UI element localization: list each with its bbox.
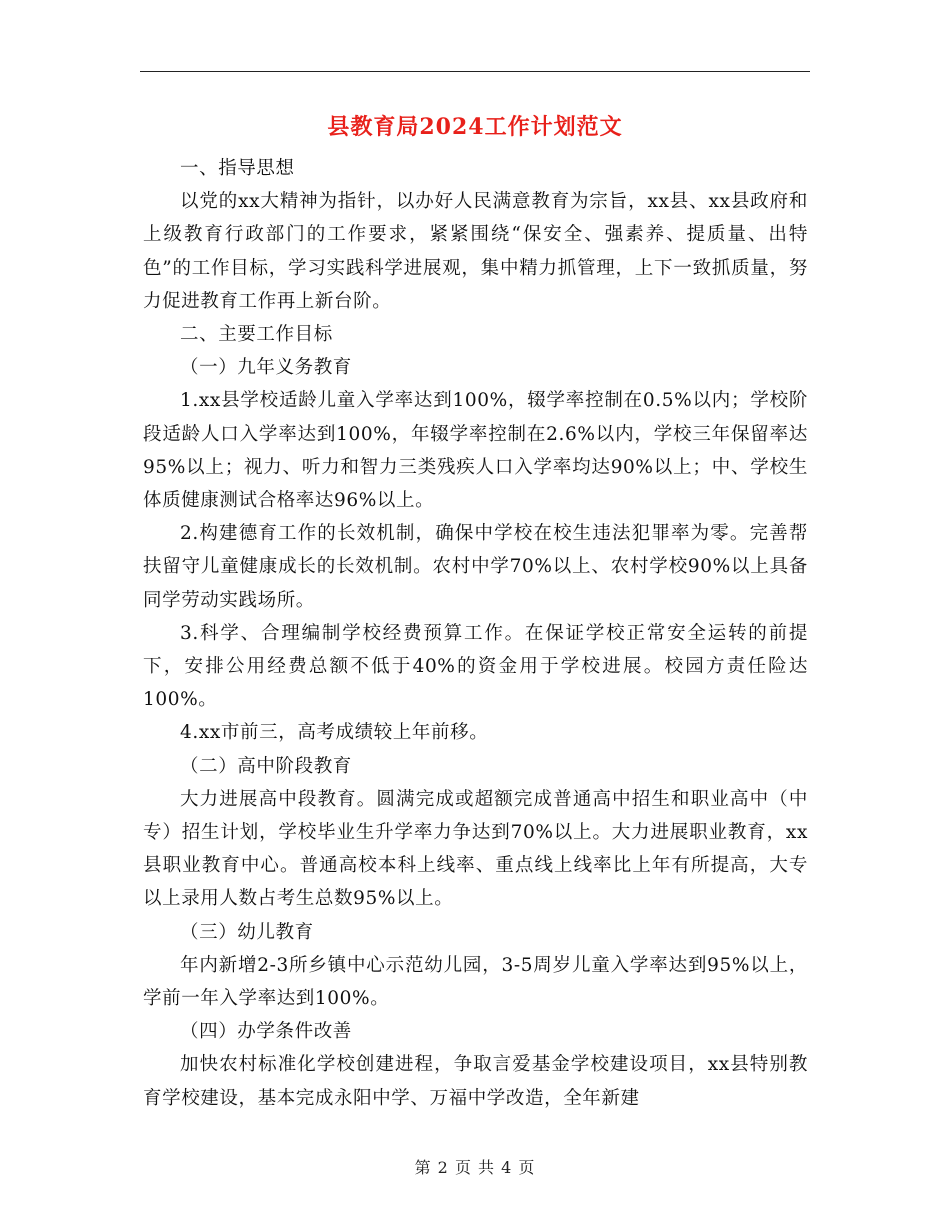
paragraph: 以党的xx大精神为指针，以办好人民满意教育为宗旨，xx县、xx县政府和上级教育行政部门的工作要求，紧紧围绕“保安全、强素养、提质量、出特色”的工作目标，学习实践科学进展观，集中精力抓管理，上下一致抓质量，努力促进教育工作再上新台阶。	[143, 191, 808, 312]
list-item-1: 1.xx县学校适龄儿童入学率达到100%，辍学率控制在0.5%以内；学校阶段适龄人口入学率达到100%，年辍学率控制在2.6%以内，学校三年保留率达95%以上；视力、听力和智力三类残疾人口入学率均达90%以上；中、学校生体质健康测试合格率达96%以上。	[143, 390, 808, 512]
document-title: 县教育局2024工作计划范文	[327, 114, 623, 140]
list-item-3: 3.科学、合理编制学校经费预算工作。在保证学校正常安全运转的前提下，安排公用经费总额不低于40%的资金用于学校进展。校园方责任险达100%。	[143, 622, 808, 711]
paragraph: 加快农村标准化学校创建进程，争取言爱基金学校建设项目，xx县特别教育学校建设，基本完成永阳中学、万福中学改造，全年新建	[143, 1054, 808, 1109]
subsection-heading-compulsory-education: （一）九年义务教育	[180, 357, 352, 379]
header-rule	[140, 71, 810, 72]
section-heading-main-goals: 二、主要工作目标	[180, 324, 333, 346]
page-indicator: 第 2 页 共 4 页	[414, 1158, 536, 1177]
list-item-4: 4.xx市前三，高考成绩较上年前移。	[180, 722, 489, 744]
section-heading-guiding-ideology: 一、指导思想	[180, 158, 295, 179]
paragraph: 年内新增2-3所乡镇中心示范幼儿园，3-5周岁儿童入学率达到95%以上，学前一年入学率达到100%。	[143, 954, 808, 1010]
document-body	[143, 152, 808, 1115]
list-item-2: 2.构建德育工作的长效机制，确保中学校在校生违法犯罪率为零。完善帮扶留守儿童健康成长的长效机制。农村中学70%以上、农村学校90%以上具备同学劳动实践场所。	[143, 523, 808, 611]
subsection-heading-school-conditions: （四）办学条件改善	[180, 1021, 352, 1043]
paragraph: 大力进展高中段教育。圆满完成或超额完成普通高中招生和职业高中（中专）招生计划，学校毕业生升学率力争达到70%以上。大力进展职业教育，xx县职业教育中心。普通高校本科上线率、重点线上线率比上年有所提高，大专以上录用人数占考生总数95%以上。	[143, 788, 808, 910]
subsection-heading-preschool: （三）幼儿教育	[180, 921, 314, 943]
subsection-heading-high-school: （二）高中阶段教育	[180, 755, 352, 777]
